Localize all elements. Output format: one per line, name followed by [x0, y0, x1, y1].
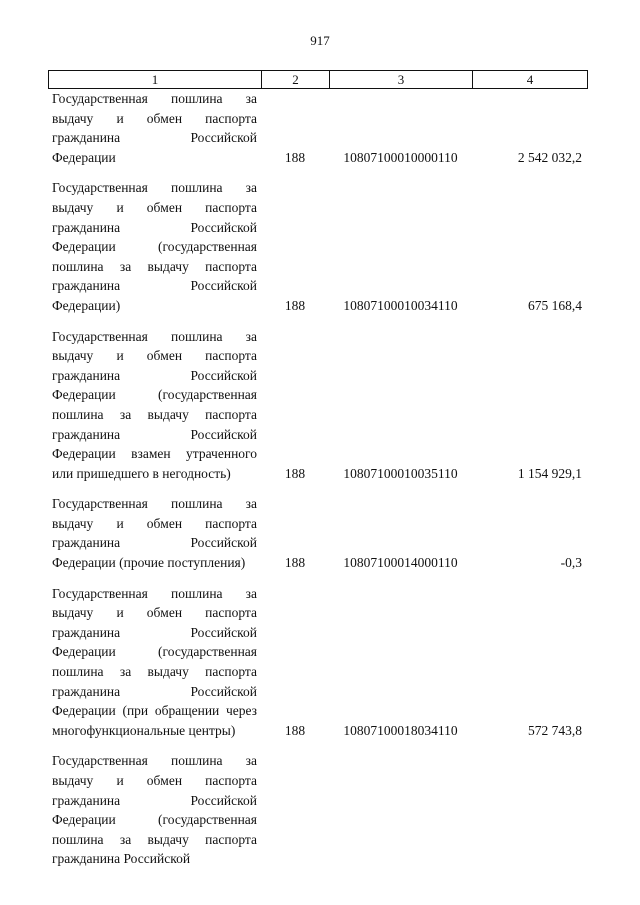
- header-col-2: 2: [262, 71, 330, 88]
- table-row: [48, 327, 588, 484]
- row-name: Государственная пошлина за выдачу и обмен паспорта гражданина Российской Федерации (государственная пошлина за выдачу паспорта гражданина Российской: [52, 753, 257, 867]
- row-kbk: 10807100014000110: [343, 555, 458, 571]
- row-kbk: 10807100018034110: [343, 722, 458, 738]
- row-amount: 675 168,4: [528, 297, 582, 313]
- row-amount: 2 542 032,2: [517, 149, 582, 165]
- row-code: 188: [284, 297, 306, 313]
- header-col-1: 1: [49, 71, 262, 88]
- row-code: 188: [284, 722, 306, 738]
- header-col-4: 4: [526, 72, 534, 87]
- row-kbk: 10807100010035110: [343, 465, 458, 481]
- table-row: [48, 751, 588, 869]
- row-name: Государственная пошлина за выдачу и обмен паспорта гражданина Российской Федерации (государственная пошлина за выдачу паспорта гражданина Российской Федерации): [52, 180, 257, 313]
- row-code: 188: [284, 149, 306, 165]
- row-code: 188: [284, 555, 306, 571]
- row-amount: -0,3: [560, 555, 582, 571]
- table-row: [48, 494, 588, 572]
- table-row: [48, 584, 588, 741]
- row-amount: 1 154 929,1: [517, 465, 582, 481]
- row-kbk: 10807100010034110: [343, 297, 458, 313]
- header-col-3: 3: [330, 71, 473, 88]
- row-code: 188: [284, 465, 306, 481]
- table-header: [48, 70, 588, 89]
- page-number: 917: [310, 33, 330, 48]
- table-row: [48, 178, 588, 315]
- table-row: [48, 89, 588, 167]
- row-name: Государственная пошлина за выдачу и обмен паспорта гражданина Российской Федерации (государственная пошлина за выдачу паспорта гражданина Российской Федерации (при обращении через многофункциональные центры): [52, 585, 257, 738]
- row-kbk: 10807100010000110: [343, 149, 458, 165]
- row-name: Государственная пошлина за выдачу и обмен паспорта гражданина Российской Федерации (государственная пошлина за выдачу паспорта гражданина Российской Федерации взамен утраченного или пришедшего в негодность): [52, 328, 257, 481]
- row-name: Государственная пошлина за выдачу и обмен паспорта гражданина Российской Федерации (прочие поступления): [52, 496, 257, 571]
- table-body: [48, 89, 588, 880]
- row-name: Государственная пошлина за выдачу и обмен паспорта гражданина Российской Федерации: [52, 91, 257, 165]
- row-amount: 572 743,8: [528, 722, 582, 738]
